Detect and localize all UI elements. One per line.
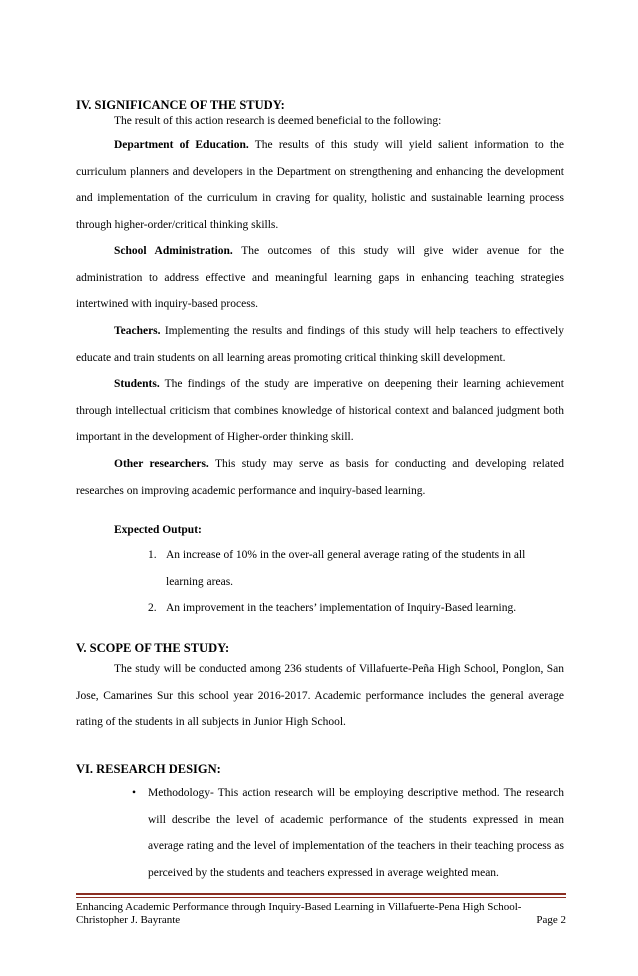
text-teachers: Implementing the results and findings of this study will help teachers to effectively educate and train students on all learning areas promoting critical thinking skill development. [76,325,564,364]
page-number: Page 2 [536,914,566,926]
paragraph-students [76,371,564,451]
research-design-list [132,780,564,886]
section-heading-significance: IV. SIGNIFICANCE OF THE STUDY: [76,98,285,112]
lead-other-researchers: Other researchers. [114,458,209,470]
list-item [132,780,564,886]
paragraph-scope: The study will be conducted among 236 students of Villafuerte-Peña High School, Ponglon, San Jose, Camarines Sur this school year 2016-2017. Academic performance includes the general average rating of the students in all subjects in Junior High School. [76,663,564,728]
paragraph-deped [76,132,564,238]
footer-title-line: Enhancing Academic Performance through Inquiry-Based Learning in Villafuerte-Pena High School- [76,901,522,913]
footer-rule [76,893,566,895]
expected-output-heading: Expected Output: [114,524,202,536]
significance-intro: The result of this action research is deemed beneficial to the following: [114,115,442,127]
footer-author: Christopher J. Bayrante [76,914,181,926]
lead-deped: Department of Education. [114,139,249,151]
list-text: Methodology- This action research will be employing descriptive method. The research will describe the level of academic performance of the students expressed in mean average rating and the level of implementation of the teachers in their teaching process as perceived by the students and teachers expressed in average weighted mean. [148,787,564,879]
lead-teachers: Teachers. [114,325,161,337]
footer-rule-thin [76,897,566,898]
section-heading-scope: V. SCOPE OF THE STUDY: [76,641,230,655]
text-school-admin: The outcomes of this study will give wider avenue for the administration to address effective and meaningful learning gaps in enhancing teaching strategies intertwined with inquiry-based process. [76,245,564,310]
footer-author-line [76,914,566,927]
paragraph-other-researchers [76,451,564,504]
list-number: 1. [148,549,157,561]
lead-students: Students. [114,378,160,390]
section-heading-research-design: VI. RESEARCH DESIGN: [76,762,221,776]
list-item [148,595,564,622]
text-deped: The results of this study will yield salient information to the curriculum planners and developers in the Department on strengthening and enhancing the development and implementation of the curriculum in craving for quality, holistic and sustainable learning process through higher-order/critical thinking skills. [76,139,564,231]
paragraph-teachers [76,318,564,371]
expected-output-list [148,542,564,622]
list-number: 2. [148,602,157,614]
list-text: An increase of 10% in the over-all general average rating of the students in all learning areas. [166,549,526,588]
text-other-researchers: This study may serve as basis for conducting and developing related researches on improving academic performance and inquiry-based learning. [76,458,564,497]
list-item [148,542,564,595]
bullet-icon: • [132,787,137,799]
list-text: An improvement in the teachers’ implementation of Inquiry-Based learning. [166,602,517,614]
lead-school-admin: School Administration. [114,245,233,257]
text-students: The findings of the study are imperative on deepening their learning achievement through intellectual criticism that combines knowledge of historical context and balanced judgment both important in the development of Higher-order thinking skill. [76,378,564,443]
paragraph-school-admin [76,238,564,318]
